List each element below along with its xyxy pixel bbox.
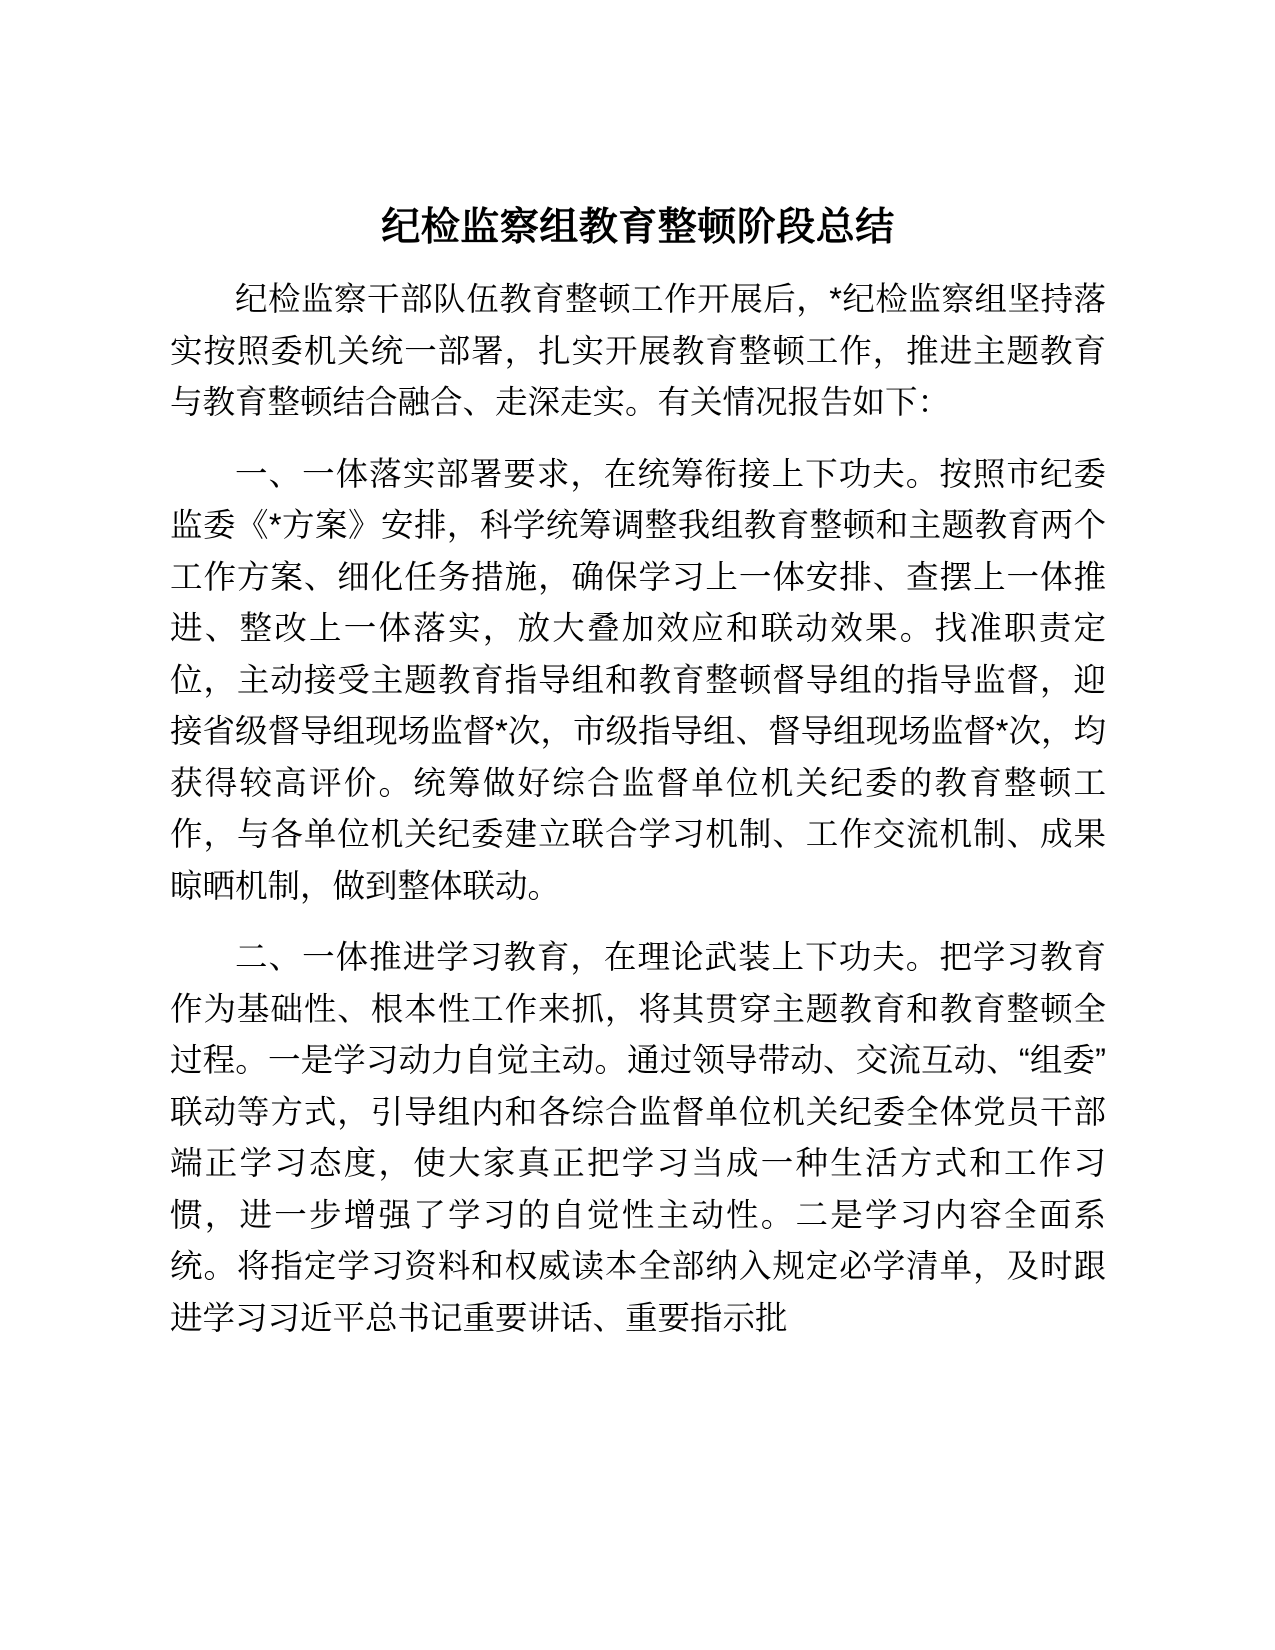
paragraph-intro: 纪检监察干部队伍教育整顿工作开展后，*纪检监察组坚持落实按照委机关统一部署，扎实开展教育整顿工作，推进主题教育与教育整顿结合融合、走深走实。有关情况报告如下： bbox=[170, 281, 1106, 420]
paragraph-section-two: 二、一体推进学习教育，在理论武装上下功夫。把学习教育作为基础性、根本性工作来抓，将其贯穿主题教育和教育整顿全过程。一是学习动力自觉主动。通过领导带动、交流互动、“组委”联动等方式，引导组内和各综合监督单位机关纪委全体党员干部端正学习态度，使大家真正把学习当成一种生活方式和工作习惯，进一步增强了学习的自觉性主动性。二是学习内容全面系统。将指定学习资料和权威读本全部纳入规定必学清单，及时跟进学习习近平总书记重要讲话、重要指示批 bbox=[170, 939, 1106, 1336]
page-title: 纪检监察组教育整顿阶段总结 bbox=[381, 206, 895, 249]
paragraph-section-one: 一、一体落实部署要求，在统筹衔接上下功夫。按照市纪委监委《*方案》安排，科学统筹调整我组教育整顿和主题教育两个工作方案、细化任务措施，确保学习上一体安排、查摆上一体推进、整改上一体落实，放大叠加效应和联动效果。找准职责定位，主动接受主题教育指导组和教育整顿督导组的指导监督，迎接省级督导组现场监督*次，市级指导组、督导组现场监督*次，均获得较高评价。统筹做好综合监督单位机关纪委的教育整顿工作，与各单位机关纪委建立联合学习机制、工作交流机制、成果晾晒机制，做到整体联动。 bbox=[170, 455, 1106, 904]
document-body bbox=[170, 196, 1106, 1344]
